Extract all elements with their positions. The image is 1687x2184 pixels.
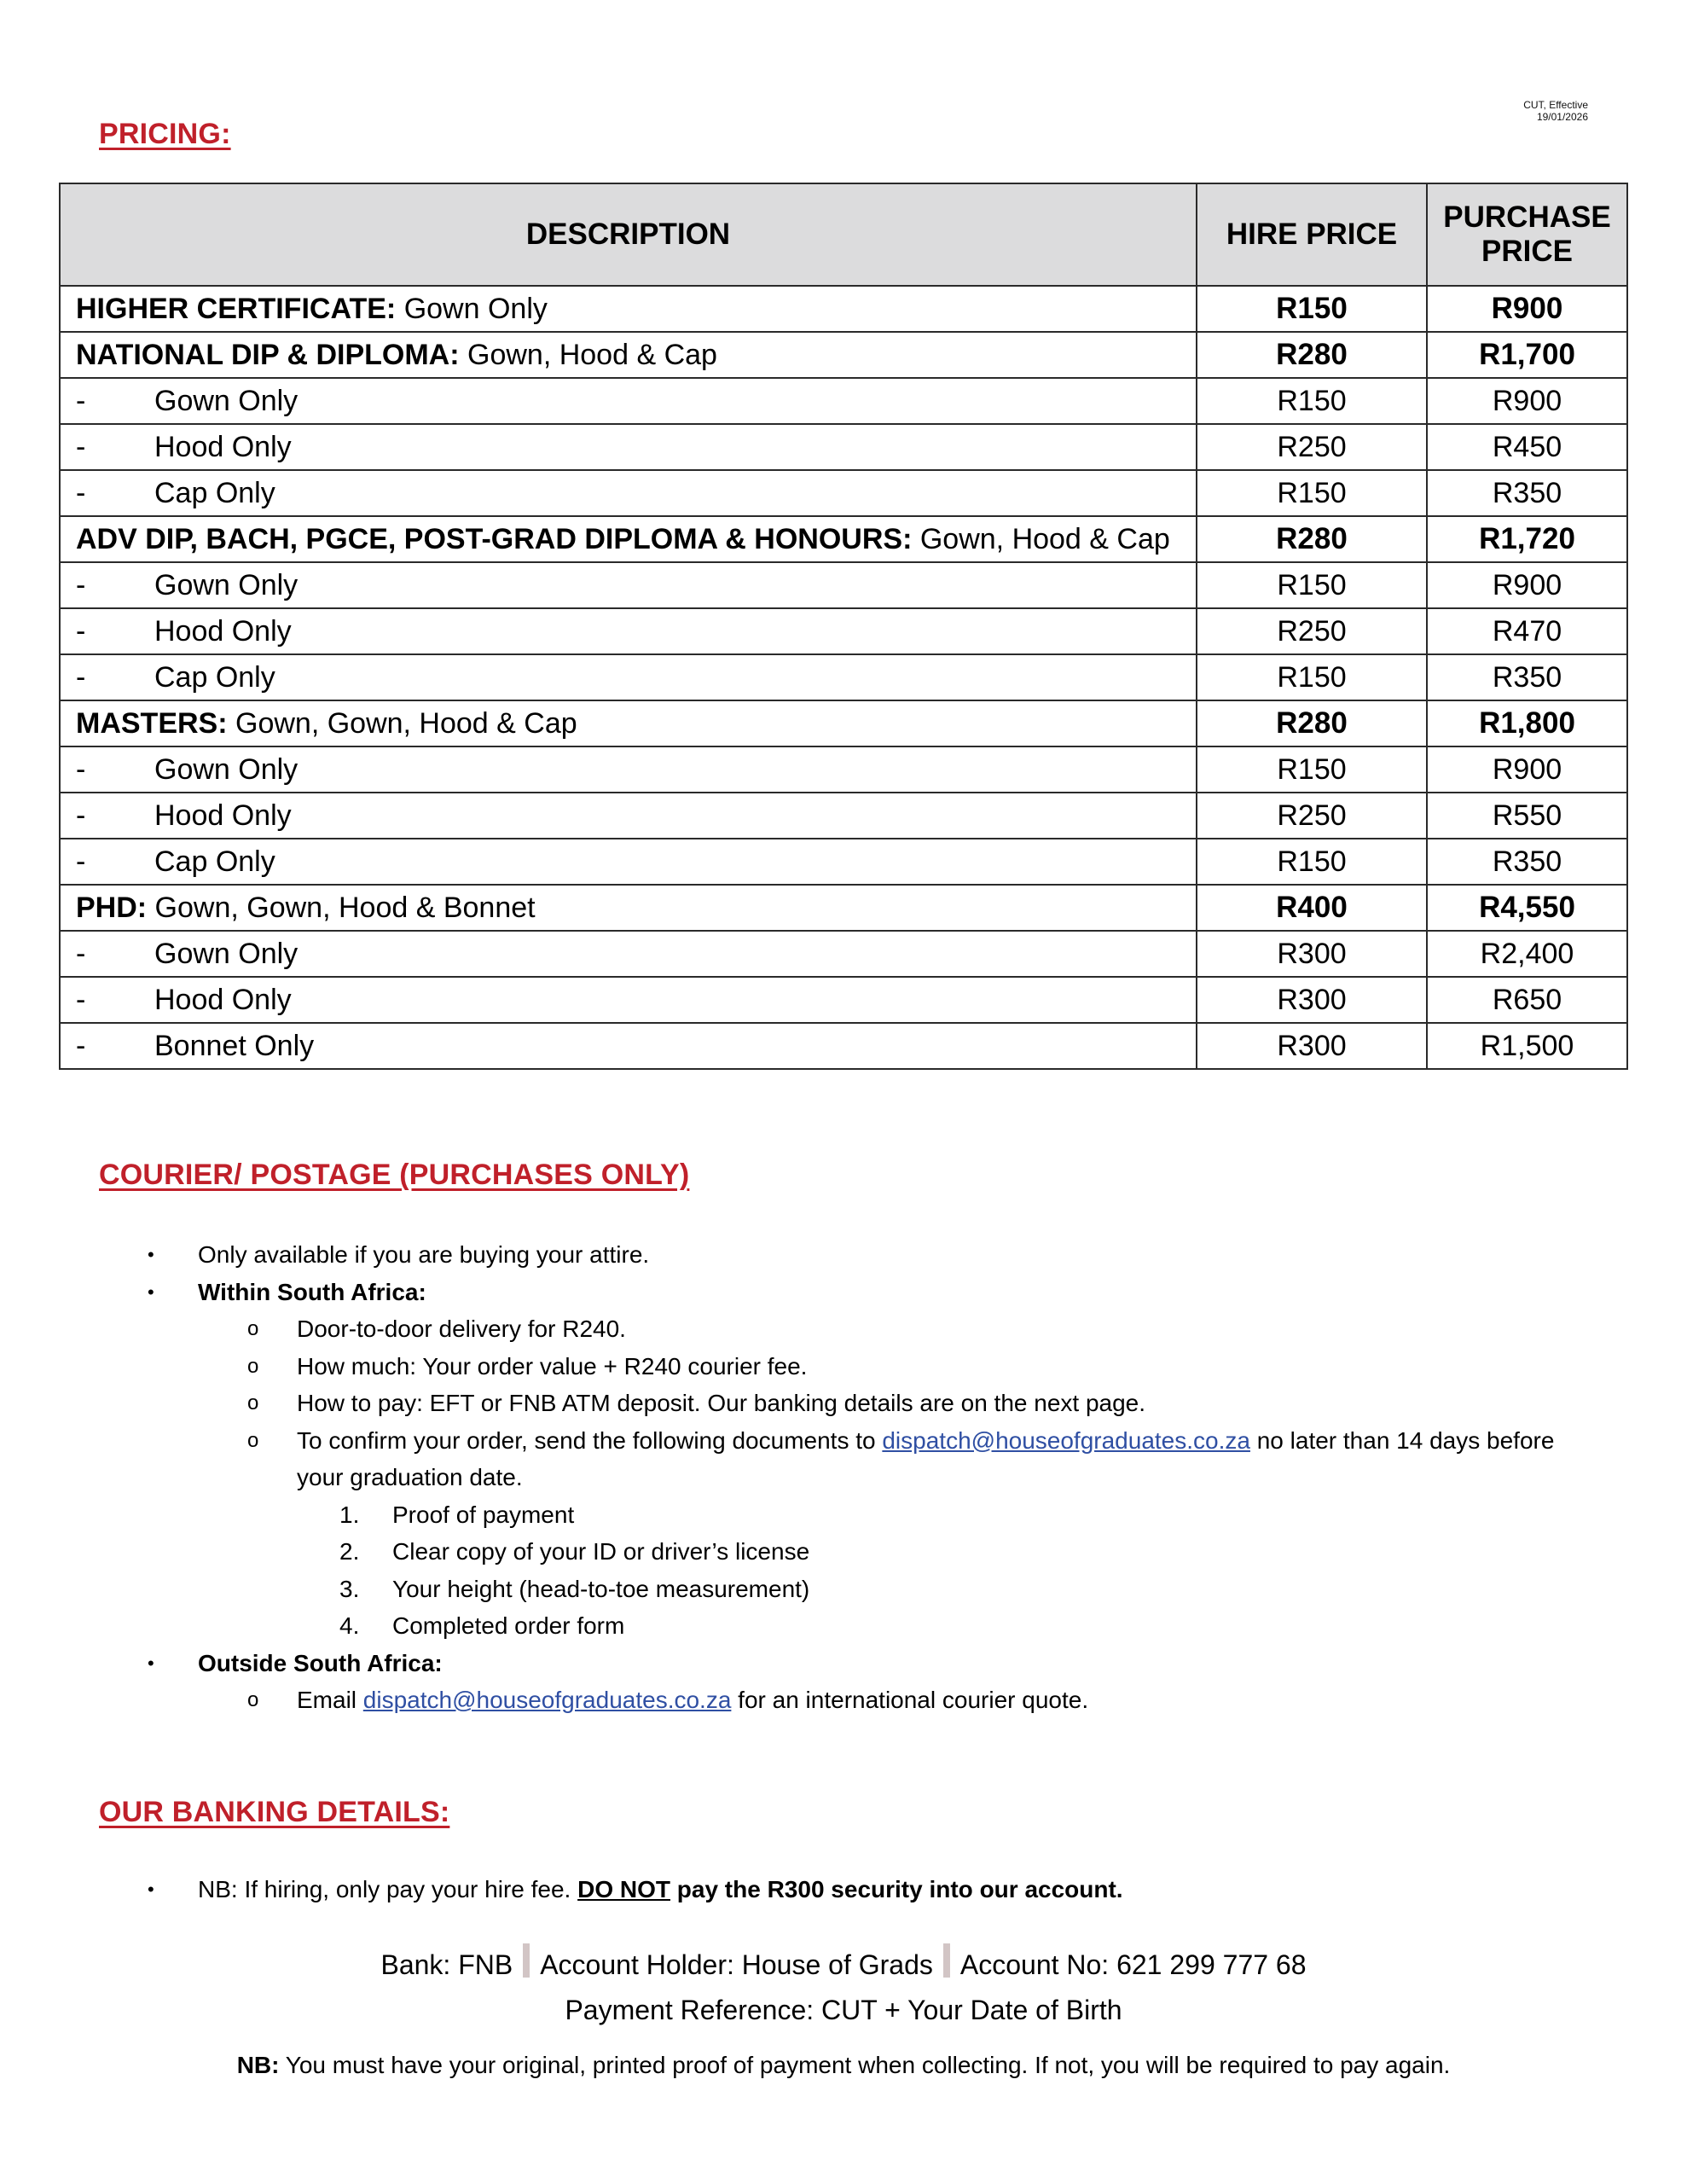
description-cell <box>60 470 1197 516</box>
purchase-price-cell: R1,500 <box>1427 1023 1627 1069</box>
description-cell <box>60 885 1197 931</box>
purchase-price-cell: R550 <box>1427 793 1627 839</box>
table-row-category <box>60 286 1627 332</box>
table-row-item <box>60 977 1627 1023</box>
dash-marker: - <box>76 384 86 417</box>
category-name: HIGHER CERTIFICATE: <box>76 292 397 325</box>
description-cell <box>60 562 1197 608</box>
do-not-emphasis: DO NOT <box>577 1876 670 1902</box>
circle-bullet-icon: o <box>247 1688 259 1711</box>
item-label: Cap Only <box>154 845 275 878</box>
courier-heading: COURIER/ POSTAGE (PURCHASES ONLY) <box>99 1159 690 1191</box>
outside-sa-heading: Outside South Africa: <box>198 1649 443 1676</box>
table-row-item <box>60 746 1627 793</box>
dash-marker: - <box>76 752 86 786</box>
purchase-price-cell: R1,720 <box>1427 516 1627 562</box>
item-label: Gown Only <box>154 384 299 417</box>
table-row-category <box>60 516 1627 562</box>
effective-date <box>1523 99 1588 123</box>
description-cell <box>60 793 1197 839</box>
hire-price-cell: R250 <box>1197 424 1427 470</box>
hire-price-cell: R150 <box>1197 654 1427 700</box>
list-item <box>0 1422 1687 1460</box>
purchase-header-line2: PRICE <box>1481 235 1573 268</box>
category-name: ADV DIP, BACH, PGCE, POST-GRAD DIPLOMA & HONOURS: <box>76 522 913 555</box>
hire-price-cell: R250 <box>1197 793 1427 839</box>
bullet-icon: • <box>148 1244 154 1265</box>
hire-price-cell: R400 <box>1197 885 1427 931</box>
list-item <box>0 1236 1687 1274</box>
collection-notice <box>0 2052 1687 2079</box>
hire-price-cell: R150 <box>1197 378 1427 424</box>
purchase-price-cell: R350 <box>1427 470 1627 516</box>
within-sa-heading: Within South Africa: <box>198 1278 426 1305</box>
purchase-price-cell: R350 <box>1427 654 1627 700</box>
item-label: Cap Only <box>154 660 275 694</box>
table-row-category <box>60 332 1627 378</box>
purchase-price-cell: R900 <box>1427 378 1627 424</box>
item-label: Cap Only <box>154 476 275 509</box>
circle-bullet-icon: o <box>247 1428 259 1452</box>
how-to-pay-text: How to pay: EFT or FNB ATM deposit. Our banking details are on the next page. <box>297 1390 1146 1416</box>
table-row-item <box>60 931 1627 977</box>
description-cell <box>60 746 1197 793</box>
category-name: MASTERS: <box>76 706 228 740</box>
description-cell <box>60 378 1197 424</box>
item-label: Hood Only <box>154 983 292 1016</box>
table-row-item <box>60 1023 1627 1069</box>
hire-fee-notice-pre: NB: If hiring, only pay your hire fee. <box>198 1876 578 1902</box>
description-cell <box>60 931 1197 977</box>
account-number: Account No: 621 299 777 68 <box>959 1949 1307 1980</box>
banking-heading: OUR BANKING DETAILS: <box>99 1796 450 1828</box>
dash-marker: - <box>76 937 86 970</box>
dispatch-email-link-international[interactable]: dispatch@houseofgraduates.co.za <box>362 1687 732 1713</box>
dispatch-email-link[interactable]: dispatch@houseofgraduates.co.za <box>882 1426 1250 1454</box>
list-item <box>0 1645 1687 1682</box>
hire-price-cell: R150 <box>1197 286 1427 332</box>
hire-price-cell: R150 <box>1197 839 1427 885</box>
description-cell <box>60 332 1197 378</box>
table-row-item <box>60 839 1627 885</box>
list-item <box>0 1385 1687 1422</box>
table-row-item <box>60 654 1627 700</box>
dash-marker: - <box>76 660 86 694</box>
bullet-icon: • <box>148 1281 154 1303</box>
description-cell <box>60 424 1197 470</box>
category-items: Gown, Hood & Cap <box>912 522 1170 555</box>
table-row-item <box>60 424 1627 470</box>
table-row-category <box>60 885 1627 931</box>
separator-bar <box>943 1943 950 1978</box>
banking-list <box>0 1871 1687 1908</box>
separator-bar <box>523 1943 530 1978</box>
hire-price-cell: R150 <box>1197 562 1427 608</box>
dash-marker: - <box>76 845 86 878</box>
description-cell <box>60 977 1197 1023</box>
dash-marker: - <box>76 430 86 463</box>
list-item <box>0 1682 1687 1719</box>
email-pre-text: Email <box>297 1687 363 1713</box>
dash-marker: - <box>76 614 86 648</box>
confirm-order-text <box>297 1422 1554 1460</box>
purchase-price-cell: R470 <box>1427 608 1627 654</box>
door-delivery-text: Door-to-door delivery for R240. <box>297 1316 626 1342</box>
list-item-continuation <box>0 1459 1687 1496</box>
bullet-icon: • <box>148 1879 154 1900</box>
item-label: Hood Only <box>154 799 292 832</box>
document-item <box>0 1571 1687 1608</box>
purchase-price-cell: R450 <box>1427 424 1627 470</box>
column-header-description: DESCRIPTION <box>60 183 1197 286</box>
item-label: Gown Only <box>154 568 299 601</box>
dash-marker: - <box>76 476 86 509</box>
hire-price-cell: R280 <box>1197 332 1427 378</box>
document-item <box>0 1533 1687 1571</box>
category-items: Gown, Hood & Cap <box>459 338 717 371</box>
purchase-price-cell: R2,400 <box>1427 931 1627 977</box>
hire-fee-notice-post: pay the R300 security into our account. <box>670 1876 1123 1902</box>
circle-bullet-icon: o <box>247 1317 259 1340</box>
effective-date-value: 19/01/2026 <box>1536 111 1588 123</box>
table-row-item <box>60 470 1627 516</box>
circle-bullet-icon: o <box>247 1354 259 1378</box>
description-cell <box>60 700 1197 746</box>
dash-marker: - <box>76 799 86 832</box>
table-row-item <box>60 608 1627 654</box>
purchase-header-line1: PURCHASE <box>1443 200 1611 234</box>
email-post-text: for an international courier quote. <box>731 1687 1089 1713</box>
document-item <box>0 1607 1687 1645</box>
description-cell <box>60 516 1197 562</box>
document-text: Proof of payment <box>392 1501 575 1528</box>
item-label: Hood Only <box>154 430 292 463</box>
document-text: Clear copy of your ID or driver’s license <box>392 1538 810 1565</box>
category-name: NATIONAL DIP & DIPLOMA: <box>76 338 460 371</box>
document-text: Completed order form <box>392 1612 625 1639</box>
table-row-item <box>60 793 1627 839</box>
item-label: Gown Only <box>154 752 299 786</box>
purchase-price-cell: R4,550 <box>1427 885 1627 931</box>
purchase-price-cell: R650 <box>1427 977 1627 1023</box>
courier-availability-text: Only available if you are buying your attire. <box>198 1241 650 1268</box>
list-item <box>0 1274 1687 1311</box>
description-cell <box>60 286 1197 332</box>
document-item <box>0 1496 1687 1534</box>
hire-fee-notice <box>198 1871 1123 1908</box>
international-quote-text <box>297 1682 1088 1719</box>
confirm-order-text-line2: your graduation date. <box>297 1464 523 1490</box>
document-number: 1. <box>339 1501 360 1528</box>
document-number: 2. <box>339 1538 360 1565</box>
pricing-heading: PRICING: <box>99 118 231 150</box>
courier-list <box>0 1236 1687 1719</box>
list-item <box>0 1871 1687 1908</box>
account-holder: Account Holder: House of Grads <box>540 1949 933 1980</box>
category-items: Gown, Gown, Hood & Bonnet <box>147 891 536 924</box>
pricing-table <box>59 183 1628 1070</box>
list-item <box>0 1310 1687 1348</box>
category-name: PHD: <box>76 891 148 924</box>
category-items: Gown, Gown, Hood & Cap <box>227 706 577 740</box>
document-number: 4. <box>339 1612 360 1639</box>
table-header-row <box>60 183 1627 286</box>
bullet-icon: • <box>148 1652 154 1674</box>
hire-price-cell: R300 <box>1197 931 1427 977</box>
dash-marker: - <box>76 1029 86 1062</box>
description-cell <box>60 1023 1197 1069</box>
table-row-item <box>60 562 1627 608</box>
confirm-post-text: no later than 14 days before <box>1249 1426 1555 1454</box>
purchase-price-cell: R1,700 <box>1427 332 1627 378</box>
hire-price-cell: R150 <box>1197 746 1427 793</box>
hire-price-cell: R300 <box>1197 1023 1427 1069</box>
hire-price-cell: R280 <box>1197 700 1427 746</box>
category-items: Gown Only <box>396 292 548 325</box>
document-text: Your height (head-to-toe measurement) <box>392 1575 810 1602</box>
purchase-price-cell: R1,800 <box>1427 700 1627 746</box>
purchase-price-cell: R900 <box>1427 562 1627 608</box>
table-row-item <box>60 378 1627 424</box>
effective-label: CUT, Effective <box>1523 99 1588 111</box>
description-cell <box>60 608 1197 654</box>
payment-reference: Payment Reference: CUT + Your Date of Birth <box>565 1995 1122 2025</box>
description-cell <box>60 654 1197 700</box>
collection-notice-text: You must have your original, printed proof of payment when collecting. If not, you will be required to pay again. <box>279 2052 1451 2078</box>
item-label: Hood Only <box>154 614 292 648</box>
purchase-price-cell: R350 <box>1427 839 1627 885</box>
document-number: 3. <box>339 1575 360 1602</box>
bank-details-line <box>0 1943 1687 1981</box>
hire-price-cell: R300 <box>1197 977 1427 1023</box>
table-row-category <box>60 700 1627 746</box>
dash-marker: - <box>76 983 86 1016</box>
dash-marker: - <box>76 568 86 601</box>
purchase-price-cell: R900 <box>1427 746 1627 793</box>
description-cell <box>60 839 1197 885</box>
confirm-pre-text: To confirm your order, send the following documents to <box>297 1426 883 1454</box>
nb-label: NB: <box>236 2052 280 2078</box>
column-header-purchase-price <box>1427 183 1627 286</box>
required-documents-list <box>0 1496 1687 1645</box>
circle-bullet-icon: o <box>247 1391 259 1414</box>
bank-name: Bank: FNB <box>380 1949 513 1980</box>
list-item <box>0 1348 1687 1385</box>
how-much-text: How much: Your order value + R240 courier fee. <box>297 1352 808 1380</box>
item-label: Gown Only <box>154 937 299 970</box>
hire-price-cell: R150 <box>1197 470 1427 516</box>
hire-price-cell: R280 <box>1197 516 1427 562</box>
purchase-price-cell: R900 <box>1427 286 1627 332</box>
item-label: Bonnet Only <box>154 1029 315 1062</box>
column-header-hire-price: HIRE PRICE <box>1197 183 1427 286</box>
hire-price-cell: R250 <box>1197 608 1427 654</box>
